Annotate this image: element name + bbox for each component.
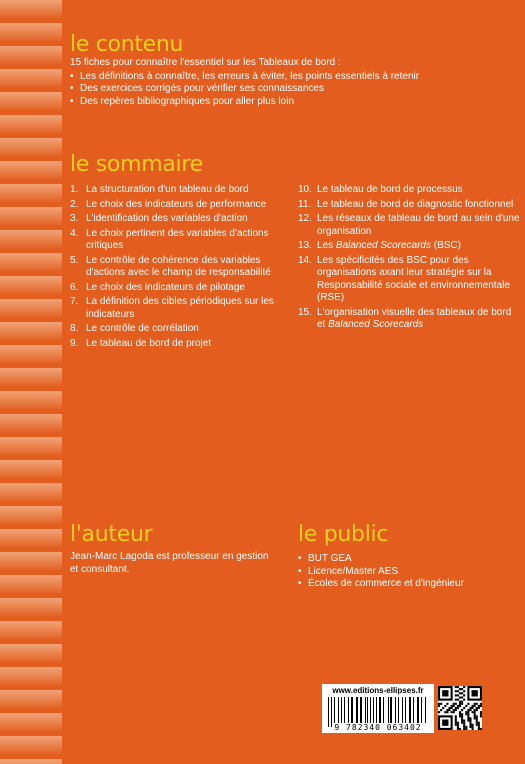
toc-item: 6. Le choix des indicateurs de pilotage xyxy=(70,281,245,293)
toc-item: 2. Le choix des indicateurs de performance xyxy=(70,198,267,210)
qr-code xyxy=(438,686,482,730)
sommaire-title: le sommaire xyxy=(70,152,203,177)
toc-item: 12. Les réseaux de tableau de bord au sein d'une organisation xyxy=(298,213,520,237)
toc-item: 5. Le contrôle de cohérence des variables d'actions avec le champ de responsabilité xyxy=(70,254,271,278)
toc-item: 7. La définition des cibles périodiques sur les indicateurs xyxy=(70,296,274,320)
toc-item: 9. Le tableau de bord de projet xyxy=(70,337,212,349)
public-bullet: • Écoles de commerce et d'ingénieur xyxy=(298,578,518,591)
toc-item: 8. Le contrôle de corrélation xyxy=(70,323,199,334)
decorative-stripes xyxy=(0,0,62,764)
contenu-bullet: • Les définitions à connaître, les erreurs à éviter, les points essentiels à retenir xyxy=(70,71,510,84)
public-bullet: • BUT GEA xyxy=(298,553,518,566)
contenu-title: le contenu xyxy=(70,32,184,57)
public-list xyxy=(298,553,518,591)
toc-item: 4. Le choix pertinent des variables d'actions critiques xyxy=(70,227,269,251)
toc-item: 1. La structuration d'un tableau de bord xyxy=(70,184,249,195)
toc-item: 10. Le tableau de bord de processus xyxy=(298,184,463,195)
qr-code-pattern xyxy=(438,686,482,730)
auteur-title: l'auteur xyxy=(70,522,153,547)
public-bullet: • Licence/Master AES xyxy=(298,566,518,579)
sommaire-list-left xyxy=(70,184,282,352)
sommaire-list-right xyxy=(298,184,520,334)
toc-item: 15. L'organisation visuelle des tableaux de bord et Balanced Scorecards xyxy=(298,306,512,330)
contenu-intro: 15 fiches pour connaître l'essentiel sur les Tableaux de bord : xyxy=(70,57,341,68)
barcode-digits: 9 782340 063402 xyxy=(334,723,422,732)
contenu-bullet: • Des exercices corrigés pour vérifier ses connaissances xyxy=(70,83,510,96)
contenu-section xyxy=(70,57,510,108)
barcode xyxy=(322,684,434,733)
publisher-url: www.editions-ellipses.fr xyxy=(332,686,424,695)
toc-item: 14. Les spécificités des BSC pour des organisations axant leur stratégie sur la Responsabilité sociale et environnementale (RSE) xyxy=(298,254,510,303)
toc-item: 3. L'identification des variables d'action xyxy=(70,213,248,224)
public-title: le public xyxy=(298,522,389,547)
auteur-text: Jean-Marc Lagoda est professeur en gestion et consultant. xyxy=(70,551,269,575)
toc-item: 11. Le tableau de bord de diagnostic fonctionnel xyxy=(298,198,514,210)
toc-item: 13. Les Balanced Scorecards (BSC) xyxy=(298,240,461,251)
contenu-bullet: • Des repères bibliographiques pour aller plus loin xyxy=(70,96,510,109)
